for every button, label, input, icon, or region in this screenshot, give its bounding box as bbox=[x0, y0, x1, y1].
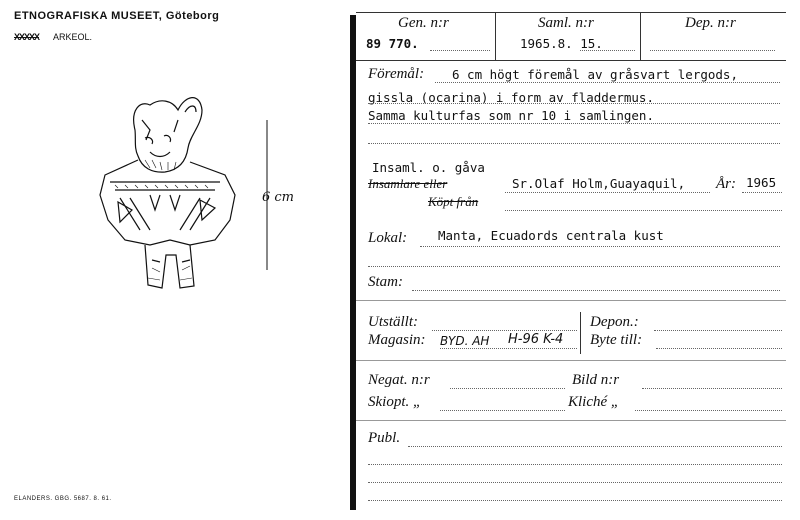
negat-label: Negat. n:r bbox=[368, 372, 430, 388]
magasin-value-1: BYD. AH bbox=[440, 334, 490, 348]
skiopt-label: Skiopt. „ bbox=[368, 394, 422, 410]
header-sep-2 bbox=[640, 12, 641, 60]
dep-nr-label: Dep. n:r bbox=[685, 15, 736, 31]
utstallt-sep bbox=[580, 312, 581, 354]
foremal-line-1: 6 cm högt föremål av gråsvart lergods, bbox=[452, 67, 738, 82]
ocarina-drawing bbox=[90, 90, 260, 300]
saml-dots bbox=[580, 50, 635, 51]
saml-nr-value: 1965.8. 15. bbox=[520, 36, 603, 51]
insaml-struck-2: Köpt från bbox=[428, 194, 479, 209]
saml-nr-label: Saml. n:r bbox=[538, 15, 594, 31]
publ-label: Publ. bbox=[368, 430, 401, 446]
foremal-dots-1 bbox=[435, 82, 780, 83]
magasin-rule bbox=[356, 360, 786, 361]
utstallt-dots bbox=[432, 330, 577, 331]
ar-label: År: bbox=[716, 176, 736, 192]
cliche-dots bbox=[635, 410, 782, 411]
publ-dots-2 bbox=[368, 464, 782, 465]
header-sep-1 bbox=[495, 12, 496, 60]
stam-dots bbox=[412, 290, 780, 291]
insaml-dots bbox=[505, 192, 710, 193]
foremal-line-2: gissla (ocarina) i form av fladdermus. bbox=[368, 90, 654, 105]
lokal-dots-2 bbox=[368, 266, 780, 267]
foremal-label: Föremål: bbox=[368, 66, 425, 82]
department-label: ARKEOL. bbox=[53, 32, 93, 42]
magasin-value-2: H-96 K-4 bbox=[508, 332, 564, 347]
gen-nr-label: Gen. n:r bbox=[398, 15, 449, 31]
depon-label: Depon.: bbox=[590, 314, 639, 330]
lokal-dots bbox=[420, 246, 780, 247]
foremal-dots-4 bbox=[368, 143, 780, 144]
utstallt-label: Utställt: bbox=[368, 314, 419, 330]
size-label: 6 cm bbox=[262, 190, 295, 205]
gen-dots bbox=[430, 50, 490, 51]
publ-dots-4 bbox=[368, 500, 782, 501]
byte-dots bbox=[656, 348, 782, 349]
magasin-dots bbox=[440, 348, 577, 349]
skiopt-dots bbox=[440, 410, 565, 411]
byte-label: Byte till: bbox=[590, 332, 643, 348]
card-divider-bar bbox=[350, 15, 356, 510]
lokal-label: Lokal: bbox=[368, 230, 408, 246]
publ-dots-1 bbox=[408, 446, 782, 447]
foremal-dots-3 bbox=[368, 123, 780, 124]
ar-dots bbox=[742, 192, 782, 193]
cliche-label: Kliché „ bbox=[568, 394, 620, 410]
lokal-value: Manta, Ecuadords centrala kust bbox=[438, 228, 664, 243]
stam-rule bbox=[356, 300, 786, 301]
insaml-value: Sr.Olaf Holm,Guayaquil, bbox=[512, 176, 686, 191]
foremal-dots-2 bbox=[368, 103, 780, 104]
ar-value: 1965 bbox=[746, 175, 777, 190]
dep-dots bbox=[650, 50, 775, 51]
magasin-label: Magasin: bbox=[368, 332, 426, 348]
bild-dots bbox=[642, 388, 782, 389]
printer-mark: ELANDERS. GBG. 5687. 8. 61. bbox=[14, 496, 112, 502]
bild-label: Bild n:r bbox=[572, 372, 620, 388]
insaml-typed: Insaml. o. gåva bbox=[372, 160, 485, 175]
stam-label: Stam: bbox=[368, 274, 403, 290]
negat-rule bbox=[356, 420, 786, 421]
insaml-struck-1: Insamlare eller bbox=[368, 176, 448, 191]
department-line bbox=[14, 32, 92, 42]
top-rule bbox=[356, 12, 786, 13]
struck-department: XXXXX bbox=[14, 32, 40, 42]
museum-name: ETNOGRAFISKA MUSEET, Göteborg bbox=[14, 10, 220, 22]
negat-dots bbox=[450, 388, 565, 389]
depon-dots bbox=[654, 330, 782, 331]
insaml-dots-2 bbox=[505, 210, 782, 211]
foremal-line-3: Samma kulturfas som nr 10 i samlingen. bbox=[368, 108, 654, 123]
header-bottom-rule bbox=[356, 60, 786, 61]
gen-nr-value: 89 770. bbox=[366, 36, 419, 51]
publ-dots-3 bbox=[368, 482, 782, 483]
